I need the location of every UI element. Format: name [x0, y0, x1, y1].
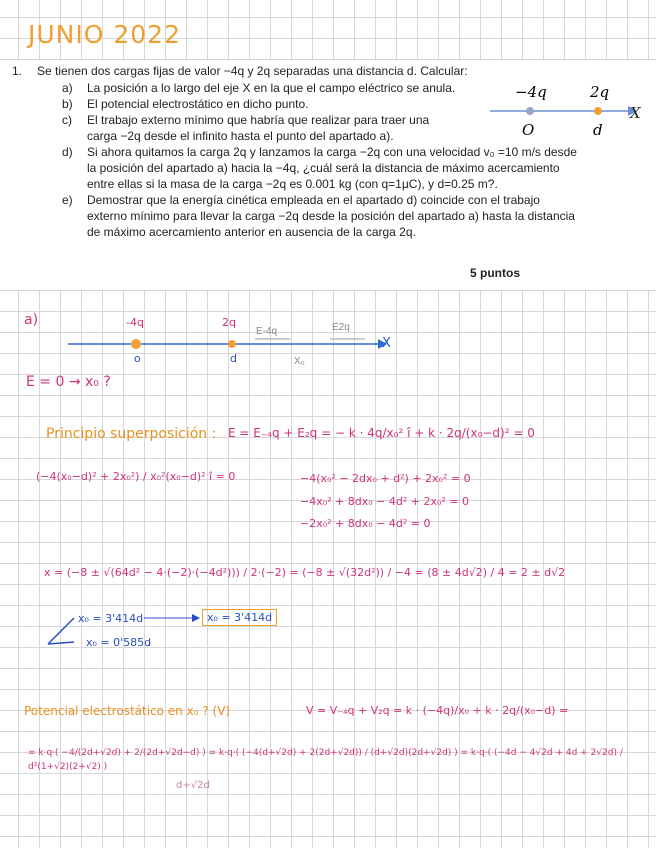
- problem-number: 1.: [12, 64, 23, 78]
- problem-item-label: a): [62, 81, 73, 95]
- potential-equation: V = V₋₄q + V₂q = k · (−4q)/x₀ + k · 2q/(x₀−d) =: [306, 704, 569, 717]
- problem-item-text: La posición a lo largo del eje X en la que el campo eléctrico se anula.: [87, 81, 456, 95]
- question-line: E = 0 → x₀ ?: [26, 374, 111, 390]
- notes-d-label: d: [230, 352, 237, 365]
- problem-item-text: El potencial electrostático en dicho punto.: [87, 97, 309, 111]
- figure-origin-label: O: [522, 121, 535, 139]
- problem-item-label: e): [62, 193, 73, 207]
- superposition-title: Principio superposición :: [46, 426, 217, 442]
- notes-q1-label: -4q: [126, 316, 144, 329]
- figure-d-label: d: [593, 121, 603, 139]
- problem-item-text: El trabajo externo mínimo que habría que realizar para traer una: [87, 113, 430, 127]
- problem-item-text: Si ahora quitamos la carga 2q y lanzamos la carga −2q con una velocidad v₀ =10 m/s desde: [87, 145, 577, 159]
- notes-o-label: o: [134, 352, 141, 365]
- notes-x0-label: X₀: [294, 356, 305, 367]
- simplify-line-1: −4(x₀² − 2dx₀ + d²) + 2x₀² = 0: [300, 472, 471, 485]
- notes-e1-label: E-4q: [256, 326, 278, 337]
- notes-charge2-dot: [228, 340, 236, 348]
- underbrace-label: d+√2d: [176, 780, 210, 791]
- problem-item-text: de máximo acercamiento anterior en ausencia de la carga 2q.: [87, 225, 416, 239]
- simplify-left: (−4(x₀−d)² + 2x₀²) / x₀²(x₀−d)² î = 0: [36, 470, 236, 483]
- problem-item-text: externo mínimo para llevar la carga −2q desde la posición del apartado a) hasta la distancia: [87, 209, 575, 223]
- solution-1-boxed: x₀ = 3'414d: [202, 609, 277, 626]
- superposition-equation: E = E₋₄q + E₂q = − k · 4q/x₀² î + k · 2q/(x₀−d)² = 0: [228, 426, 535, 440]
- problem-item-label: b): [62, 97, 73, 111]
- problem-statement: Se tienen dos cargas fijas de valor −4q y 2q separadas una distancia d. Calcular:: [37, 64, 468, 78]
- figure-axis-label: X: [630, 104, 641, 122]
- problem-figure: [490, 80, 640, 142]
- potential-line-2: = k·q·( −4/(2d+√2d) + 2/(2d+√2d−d) ) = k·q·( (−4(d+√2d) + 2(2d+√2d)) / (d+√2d)(2d+√2d) ) = k·q·( (−4d − 4√2d + 4d + 2√2d) / d²(1+√2)(2+√2) ): [28, 748, 623, 772]
- figure-charge1-label: −4q: [515, 83, 547, 101]
- simplify-line-2: −4x₀² + 8dx₀ − 4d² + 2x₀² = 0: [300, 495, 470, 508]
- problem-item-text: la posición del apartado a) hacia la −4q, ¿cuál será la distancia de máximo acercamiento: [87, 161, 560, 175]
- quadratic-solution: x = (−8 ± √(64d² − 4·(−2)·(−4d²))) / 2·(−2) = (−8 ± √(32d²)) / −4 = (8 ± 4d√2) / 4 = 2 ± d√2: [44, 566, 566, 579]
- part-a-label: a): [24, 312, 39, 328]
- figure-charge2-dot: [594, 107, 602, 115]
- problem-item-text: Demostrar que la energía cinética empleada en el apartado d) coincide con el trabajo: [87, 193, 540, 207]
- arrow-to-box-head: [192, 614, 200, 622]
- potential-title: Potencial electrostático en x₀ ? (V): [24, 704, 231, 718]
- points-label: 5 puntos: [470, 266, 520, 280]
- arrow-to-sol1: [48, 618, 74, 644]
- notes-charge1-dot: [131, 339, 141, 349]
- notes-axis-label: X: [382, 336, 391, 351]
- figure-charge1-dot: [526, 107, 534, 115]
- charges-axis-figure: [490, 80, 640, 142]
- solution-1: x₀ = 3'414d: [78, 612, 144, 625]
- problem-item-text: entre ellas si la masa de la carga −2q es 0.001 kg (con q=1μC), y d=0.25 m?.: [87, 177, 498, 191]
- problem-item-text: carga −2q desde el infinito hasta el punto del apartado a).: [87, 129, 394, 143]
- page-title: JUNIO 2022: [28, 20, 181, 49]
- simplify-line-3: −2x₀² + 8dx₀ − 4d² = 0: [300, 517, 431, 530]
- figure-charge2-label: 2q: [590, 83, 610, 101]
- problem-item-label: d): [62, 145, 73, 159]
- problem-item-label: c): [62, 113, 72, 127]
- arrow-to-sol2: [48, 642, 74, 644]
- notes-q2-label: 2q: [222, 316, 236, 329]
- solution-2: x₀ = 0'585d: [86, 636, 152, 649]
- notes-e2-label: E2q: [332, 322, 350, 333]
